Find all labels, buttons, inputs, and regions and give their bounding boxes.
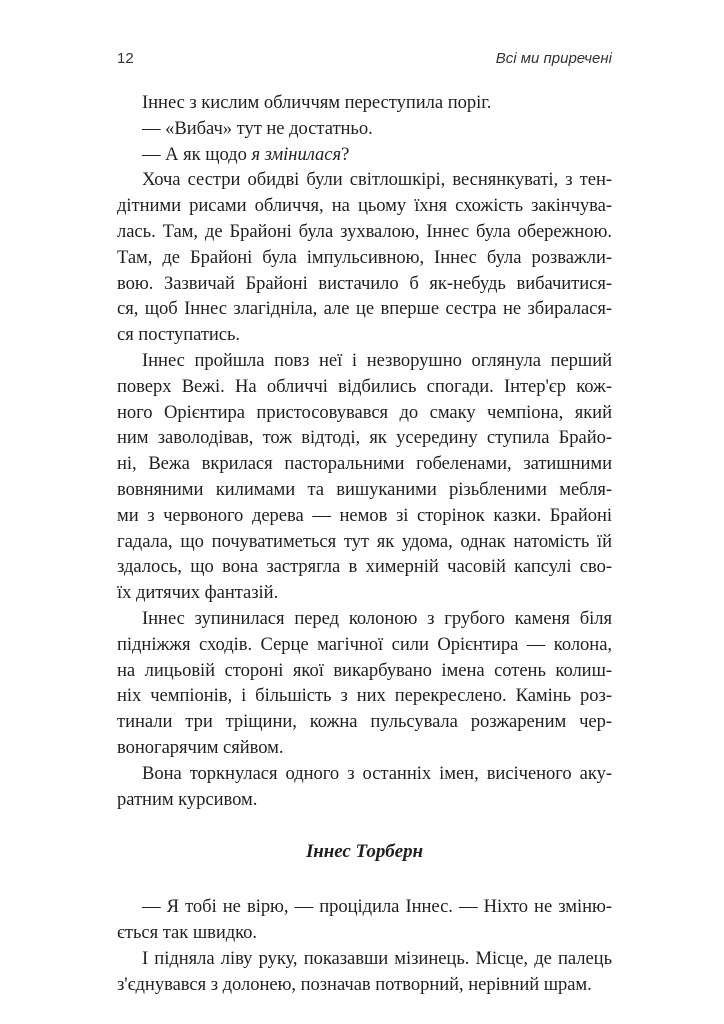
text-line: на лицьовій стороні якої викарбувано імена сотень колиш-	[117, 659, 612, 681]
text-line: їх дитячих фантазій.	[117, 582, 279, 604]
text-line: поверх Вежі. На обличчі відбились спогади. Інтер'єр кож-	[117, 375, 612, 397]
text-run: — А як щодо	[142, 143, 252, 165]
text-line: Там, де Брайоні була імпульсивною, Іннес була розважли-	[117, 246, 612, 268]
text-line: вою. Зазвичай Брайоні вистачило б як-небудь вибачитися-	[117, 272, 612, 294]
text-line: тинали три тріщини, кожна пульсувала розжареним чер-	[117, 711, 612, 733]
paragraph	[117, 116, 612, 142]
paragraph	[117, 348, 612, 606]
body-text	[117, 90, 612, 998]
text-line: — Я тобі не вірю, — процідила Іннес. — Ніхто не зміню-	[142, 896, 612, 918]
text-line: ється так швидко.	[117, 922, 258, 944]
text-line: підніжжя сходів. Серце магічної сили Орієнтира — колона,	[117, 633, 612, 655]
paragraph	[117, 894, 612, 946]
text-line: здалось, що вона застрягла в химерній часовій капсулі сво-	[117, 556, 612, 578]
text-line: ніх чемпіонів, і більшість з них перекреслено. Камінь роз-	[117, 685, 612, 707]
paragraph	[117, 90, 612, 116]
text-line: Вона торкнулася одного з останніх імен, висіченого аку-	[142, 762, 612, 784]
text-line: Іннес пройшла повз неї і незворушно оглянула перший	[142, 349, 612, 371]
text-line: вовняними килимами та вишуканими різьбленими мебля-	[117, 478, 612, 500]
paragraph	[117, 606, 612, 761]
text-line: з'єднувався з долонею, позначав потворний, нерівний шрам.	[117, 973, 592, 995]
text-line: гадала, що почуватиметься тут як удома, однак натомість їй	[117, 530, 612, 552]
text-line: дітними рисами обличчя, на цьому їхня схожість закінчува-	[117, 195, 612, 217]
text-line: І підняла ліву руку, показавши мізинець. Місце, де палець	[142, 947, 612, 969]
text-line: Іннес зупинилася перед колоною з грубого каменя біля	[142, 607, 612, 629]
paragraph	[117, 142, 612, 168]
text-line: ся поступатись.	[117, 324, 241, 346]
text-run: ?	[341, 143, 350, 165]
running-title: Всі ми приречені	[495, 50, 612, 67]
text-line	[117, 142, 612, 168]
text-line: Іннес з кислим обличчям переступила поріг.	[142, 92, 492, 113]
text-line: Хоча сестри обидві були світлошкірі, веснянкуваті, з тен-	[142, 169, 612, 191]
text-line: лась. Там, де Брайоні була зухвалою, Іннес була обережною.	[117, 220, 612, 242]
italic-text-run: я змінилася	[251, 143, 342, 165]
text-line: ратним курсивом.	[117, 788, 258, 810]
text-line: ним заволодівав, тож відтоді, як усередину ступила Брайо-	[117, 427, 612, 449]
page-number: 12	[117, 50, 134, 67]
text-line: ся, щоб Іннес злагідніла, але це вперше сестра не збиралася-	[117, 298, 612, 320]
inscribed-name: Іннес Торберн	[305, 841, 424, 863]
text-line: ного Орієнтира пристосовувався до смаку чемпіона, який	[117, 401, 612, 423]
text-line: — «Вибач» тут не достатньо.	[142, 117, 373, 139]
text-line: воногарячим сяйвом.	[117, 736, 284, 758]
paragraph	[117, 167, 612, 348]
text-line: ні, Вежа вкрилася пасторальними гобеленами, затишними	[117, 453, 612, 475]
paragraph	[117, 946, 612, 998]
paragraph	[117, 761, 612, 813]
text-line: ми з червоного дерева — немов зі сторінок казки. Брайоні	[117, 504, 612, 526]
